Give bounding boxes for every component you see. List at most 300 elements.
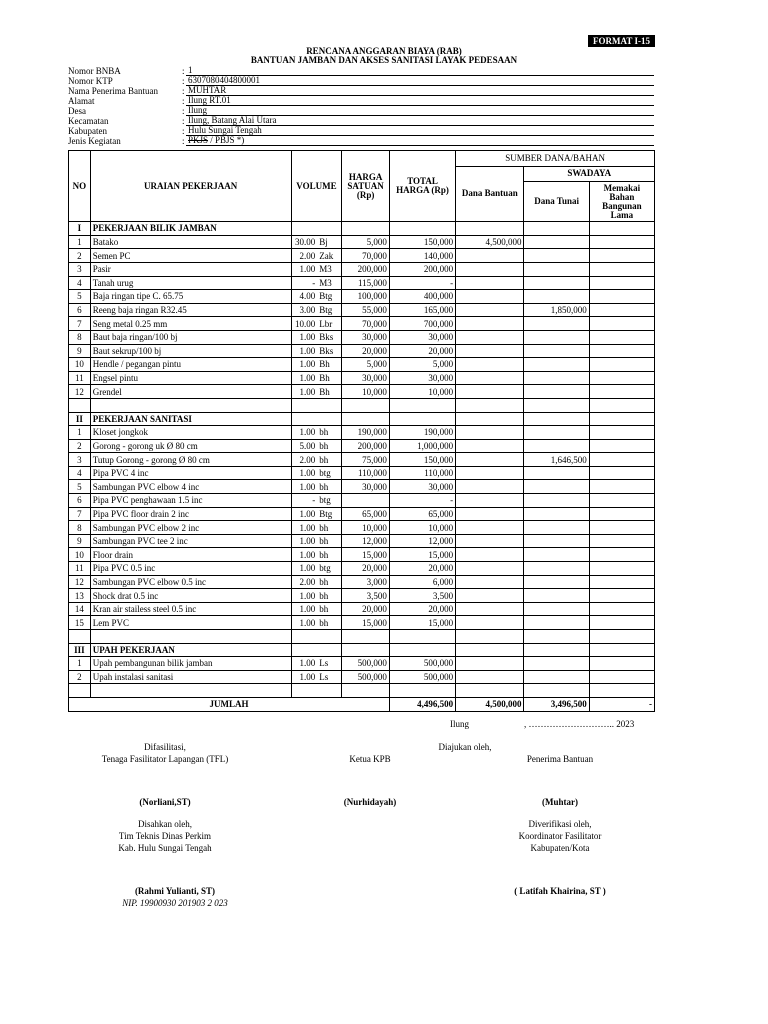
table-row bbox=[69, 235, 655, 249]
row-lama bbox=[589, 303, 654, 317]
row-lama bbox=[589, 575, 654, 589]
row-total: 190,000 bbox=[389, 426, 455, 440]
table-row bbox=[69, 589, 655, 603]
row-tunai bbox=[524, 358, 589, 372]
cell bbox=[389, 643, 455, 657]
table-row bbox=[69, 426, 655, 440]
row-price: 30,000 bbox=[342, 330, 390, 344]
row-lama bbox=[589, 426, 654, 440]
koordinator-label: Koordinator Fasilitator bbox=[518, 831, 602, 841]
cell bbox=[389, 630, 455, 644]
table-row bbox=[69, 344, 655, 358]
row-item: Kloset jongkok bbox=[90, 426, 291, 440]
row-lama bbox=[589, 276, 654, 290]
table-row bbox=[69, 575, 655, 589]
name-rahmi: (Rahmi Yulianti, ST) bbox=[134, 886, 216, 896]
row-price: 190,000 bbox=[342, 426, 390, 440]
row-no: 8 bbox=[69, 330, 91, 344]
row-no: 11 bbox=[69, 371, 91, 385]
row-bantuan bbox=[456, 575, 524, 589]
table-row-spacer bbox=[69, 398, 655, 412]
format-label: FORMAT I-15 bbox=[588, 35, 655, 47]
row-qty: 1.00 bbox=[299, 468, 316, 479]
header-memakai: Memakai Bahan Bangunan Lama bbox=[589, 182, 654, 222]
row-item: Gorong - gorong uk Ø 80 cm bbox=[90, 439, 291, 453]
row-no: 5 bbox=[69, 290, 91, 304]
info-colon: : bbox=[182, 96, 185, 106]
row-price: 65,000 bbox=[342, 507, 390, 521]
table-row bbox=[69, 657, 655, 671]
info-row bbox=[68, 76, 654, 86]
row-price: 15,000 bbox=[342, 616, 390, 630]
info-label: Alamat bbox=[68, 96, 95, 106]
row-price: 110,000 bbox=[342, 466, 390, 480]
cell bbox=[524, 630, 589, 644]
kabkota-label: Kabupaten/Kota bbox=[530, 843, 590, 853]
name-tfl: (Norliani,ST) bbox=[139, 797, 191, 807]
row-lama bbox=[589, 344, 654, 358]
row-unit: M3 bbox=[319, 277, 332, 288]
row-lama bbox=[589, 317, 654, 331]
row-total: 15,000 bbox=[389, 548, 455, 562]
row-item: Baut baja ringan/100 bj bbox=[90, 330, 291, 344]
row-no: 3 bbox=[69, 262, 91, 276]
row-bantuan bbox=[456, 276, 524, 290]
nip-rahmi: NIP. 19900930 201903 2 023 bbox=[122, 898, 228, 908]
row-total: 3,500 bbox=[389, 589, 455, 603]
row-tunai bbox=[524, 466, 589, 480]
cell bbox=[291, 222, 342, 236]
info-colon: : bbox=[182, 116, 185, 126]
row-bantuan bbox=[456, 521, 524, 535]
row-unit: Bks bbox=[319, 345, 334, 356]
row-total: - bbox=[389, 276, 455, 290]
place: Ilung bbox=[450, 719, 469, 729]
row-bantuan bbox=[456, 371, 524, 385]
row-no: 2 bbox=[69, 670, 91, 684]
kab-label: Kab. Hulu Sungai Tengah bbox=[118, 843, 212, 853]
row-price: 30,000 bbox=[342, 371, 390, 385]
row-qty: 5.00 bbox=[299, 440, 316, 451]
row-unit: bh bbox=[319, 522, 329, 533]
cell bbox=[291, 412, 342, 426]
info-value-rest: / PBJS *) bbox=[208, 135, 245, 145]
row-price: 30,000 bbox=[342, 480, 390, 494]
jumlah-label: JUMLAH bbox=[69, 697, 390, 711]
row-bantuan bbox=[456, 453, 524, 467]
row-tunai bbox=[524, 616, 589, 630]
row-unit: Lbr bbox=[319, 318, 333, 329]
cell bbox=[342, 643, 390, 657]
row-volume bbox=[291, 330, 342, 344]
row-item: Engsel pintu bbox=[90, 371, 291, 385]
table-row bbox=[69, 534, 655, 548]
row-total: 10,000 bbox=[389, 385, 455, 399]
cell bbox=[589, 222, 654, 236]
row-price: 500,000 bbox=[342, 670, 390, 684]
section-no: III bbox=[69, 643, 91, 657]
row-item: Sambungan PVC tee 2 inc bbox=[90, 534, 291, 548]
row-bantuan bbox=[456, 589, 524, 603]
info-colon: : bbox=[182, 76, 185, 86]
info-row bbox=[68, 96, 654, 106]
row-lama bbox=[589, 330, 654, 344]
section-title: PEKERJAAN BILIK JAMBAN bbox=[90, 222, 291, 236]
row-total: 30,000 bbox=[389, 371, 455, 385]
cell bbox=[90, 684, 291, 698]
row-no: 5 bbox=[69, 480, 91, 494]
row-lama bbox=[589, 290, 654, 304]
row-total: 20,000 bbox=[389, 602, 455, 616]
row-bantuan bbox=[456, 657, 524, 671]
row-lama bbox=[589, 602, 654, 616]
row-bantuan bbox=[456, 548, 524, 562]
row-price: 15,000 bbox=[342, 548, 390, 562]
row-volume bbox=[291, 371, 342, 385]
row-lama bbox=[589, 439, 654, 453]
name-penerima: (Muhtar) bbox=[542, 797, 578, 807]
row-total: - bbox=[389, 494, 455, 508]
header-total: TOTAL HARGA (Rp) bbox=[389, 151, 455, 222]
row-lama bbox=[589, 670, 654, 684]
row-unit: Btg bbox=[319, 508, 333, 519]
row-qty: 1.00 bbox=[299, 386, 316, 397]
row-volume bbox=[291, 290, 342, 304]
row-lama bbox=[589, 480, 654, 494]
row-item: Semen PC bbox=[90, 249, 291, 263]
info-label: Nama Penerima Bantuan bbox=[68, 86, 158, 96]
header-swadaya: SWADAYA bbox=[524, 166, 655, 182]
row-total: 20,000 bbox=[389, 562, 455, 576]
info-row bbox=[68, 66, 654, 76]
row-lama bbox=[589, 385, 654, 399]
section-no: II bbox=[69, 412, 91, 426]
row-no: 7 bbox=[69, 507, 91, 521]
row-unit: Bh bbox=[319, 373, 330, 384]
row-tunai bbox=[524, 548, 589, 562]
row-price: 20,000 bbox=[342, 344, 390, 358]
cell bbox=[456, 684, 524, 698]
table-row bbox=[69, 439, 655, 453]
cell bbox=[291, 643, 342, 657]
row-item: Hendle / pegangan pintu bbox=[90, 358, 291, 372]
cell bbox=[524, 684, 589, 698]
row-volume bbox=[291, 657, 342, 671]
difasilitasi-label: Difasilitasi, bbox=[144, 742, 186, 752]
section-header-row bbox=[69, 412, 655, 426]
row-tunai bbox=[524, 290, 589, 304]
row-no: 1 bbox=[69, 235, 91, 249]
cell bbox=[589, 643, 654, 657]
row-unit: bh bbox=[319, 590, 329, 601]
row-tunai bbox=[524, 602, 589, 616]
date: , ……………………….. 2023 bbox=[524, 719, 635, 729]
table-row bbox=[69, 371, 655, 385]
section-no: I bbox=[69, 222, 91, 236]
row-lama bbox=[589, 507, 654, 521]
cell bbox=[456, 398, 524, 412]
header-sumber: SUMBER DANA/BAHAN bbox=[456, 151, 655, 167]
row-bantuan bbox=[456, 616, 524, 630]
row-tunai bbox=[524, 249, 589, 263]
row-no: 6 bbox=[69, 494, 91, 508]
cell bbox=[291, 684, 342, 698]
row-bantuan: 4,500,000 bbox=[456, 235, 524, 249]
row-total: 140,000 bbox=[389, 249, 455, 263]
row-unit: bh bbox=[319, 481, 329, 492]
diajukan-label: Diajukan oleh, bbox=[438, 742, 492, 752]
row-volume bbox=[291, 303, 342, 317]
row-price: 55,000 bbox=[342, 303, 390, 317]
row-item: Reeng baja ringan R32.45 bbox=[90, 303, 291, 317]
cell bbox=[342, 398, 390, 412]
row-total: 400,000 bbox=[389, 290, 455, 304]
row-volume bbox=[291, 507, 342, 521]
row-total: 500,000 bbox=[389, 657, 455, 671]
info-value: Ilung bbox=[186, 106, 654, 116]
table-row bbox=[69, 521, 655, 535]
row-unit: Ls bbox=[319, 672, 329, 683]
row-no: 4 bbox=[69, 276, 91, 290]
row-qty: 1.00 bbox=[299, 427, 316, 438]
row-bantuan bbox=[456, 330, 524, 344]
row-tunai bbox=[524, 521, 589, 535]
row-unit: Btg bbox=[319, 291, 333, 302]
row-price: 20,000 bbox=[342, 562, 390, 576]
row-qty: 1.00 bbox=[299, 617, 316, 628]
row-volume bbox=[291, 276, 342, 290]
cell bbox=[389, 412, 455, 426]
recipient-info bbox=[68, 66, 654, 146]
table-row bbox=[69, 466, 655, 480]
row-item: Tutup Gorong - gorong Ø 80 cm bbox=[90, 453, 291, 467]
jumlah-lama: - bbox=[589, 697, 654, 711]
name-ketua: (Nurhidayah) bbox=[343, 797, 397, 807]
row-tunai bbox=[524, 344, 589, 358]
tim-label: Tim Teknis Dinas Perkim bbox=[118, 831, 212, 841]
row-bantuan bbox=[456, 494, 524, 508]
row-price: 100,000 bbox=[342, 290, 390, 304]
row-no: 6 bbox=[69, 303, 91, 317]
table-row bbox=[69, 317, 655, 331]
info-row bbox=[68, 116, 654, 126]
jumlah-bantuan: 4,500,000 bbox=[456, 697, 524, 711]
row-tunai bbox=[524, 262, 589, 276]
header-no: NO bbox=[69, 151, 91, 222]
row-tunai bbox=[524, 670, 589, 684]
table-row bbox=[69, 276, 655, 290]
cell bbox=[90, 398, 291, 412]
row-bantuan bbox=[456, 317, 524, 331]
row-price: 3,500 bbox=[342, 589, 390, 603]
row-total: 15,000 bbox=[389, 616, 455, 630]
row-qty: 1.00 bbox=[299, 563, 316, 574]
row-item: Kran air stailess steel 0.5 inc bbox=[90, 602, 291, 616]
row-no: 9 bbox=[69, 344, 91, 358]
row-qty: 1.00 bbox=[299, 522, 316, 533]
row-total: 30,000 bbox=[389, 480, 455, 494]
cell bbox=[589, 630, 654, 644]
row-volume bbox=[291, 602, 342, 616]
row-total: 1,000,000 bbox=[389, 439, 455, 453]
row-item: Tanah urug bbox=[90, 276, 291, 290]
row-qty: 1.00 bbox=[299, 658, 316, 669]
row-qty: 30.00 bbox=[295, 237, 316, 248]
table-row bbox=[69, 385, 655, 399]
row-volume bbox=[291, 589, 342, 603]
section-title: PEKERJAAN SANITASI bbox=[90, 412, 291, 426]
row-price: 200,000 bbox=[342, 262, 390, 276]
row-total: 165,000 bbox=[389, 303, 455, 317]
row-bantuan bbox=[456, 670, 524, 684]
row-bantuan bbox=[456, 602, 524, 616]
row-no: 7 bbox=[69, 317, 91, 331]
table-row-spacer bbox=[69, 630, 655, 644]
row-qty: 3.00 bbox=[299, 305, 316, 316]
row-price: 20,000 bbox=[342, 602, 390, 616]
row-total: 200,000 bbox=[389, 262, 455, 276]
row-tunai bbox=[524, 494, 589, 508]
row-unit: bh bbox=[319, 549, 329, 560]
row-bantuan bbox=[456, 344, 524, 358]
info-value: 6307080404800001 bbox=[186, 76, 654, 86]
row-tunai: 1,646,500 bbox=[524, 453, 589, 467]
name-latifah: ( Latifah Khairina, ST ) bbox=[514, 886, 606, 896]
row-unit: Btg bbox=[319, 305, 333, 316]
table-row bbox=[69, 602, 655, 616]
row-total: 20,000 bbox=[389, 344, 455, 358]
row-item: Sambungan PVC elbow 4 inc bbox=[90, 480, 291, 494]
penerima-label: Penerima Bantuan bbox=[526, 754, 594, 764]
rab-table bbox=[68, 150, 655, 712]
row-volume bbox=[291, 616, 342, 630]
header-dana-bantuan: Dana Bantuan bbox=[456, 166, 524, 222]
row-volume bbox=[291, 480, 342, 494]
cell bbox=[291, 398, 342, 412]
row-no: 10 bbox=[69, 358, 91, 372]
section-header-row bbox=[69, 222, 655, 236]
row-unit: Bh bbox=[319, 386, 330, 397]
row-qty: 1.00 bbox=[299, 359, 316, 370]
row-bantuan bbox=[456, 439, 524, 453]
row-item: Pipa PVC 4 inc bbox=[90, 466, 291, 480]
row-lama bbox=[589, 453, 654, 467]
row-price: 70,000 bbox=[342, 249, 390, 263]
row-total: 12,000 bbox=[389, 534, 455, 548]
cell bbox=[342, 630, 390, 644]
row-unit: Ls bbox=[319, 658, 329, 669]
cell bbox=[589, 684, 654, 698]
row-total: 10,000 bbox=[389, 521, 455, 535]
row-volume bbox=[291, 235, 342, 249]
row-lama bbox=[589, 235, 654, 249]
row-total: 30,000 bbox=[389, 330, 455, 344]
row-item: Pipa PVC floor drain 2 inc bbox=[90, 507, 291, 521]
row-unit: btg bbox=[319, 468, 331, 479]
row-bantuan bbox=[456, 562, 524, 576]
row-tunai: 1,850,000 bbox=[524, 303, 589, 317]
row-item: Upah instalasi sanitasi bbox=[90, 670, 291, 684]
row-unit: bh bbox=[319, 604, 329, 615]
row-price: 10,000 bbox=[342, 385, 390, 399]
info-label: Jenis Kegiatan bbox=[68, 136, 121, 146]
row-total: 150,000 bbox=[389, 453, 455, 467]
row-qty: 4.00 bbox=[299, 291, 316, 302]
table-row bbox=[69, 262, 655, 276]
row-bantuan bbox=[456, 262, 524, 276]
jumlah-total: 4,496,500 bbox=[389, 697, 455, 711]
row-volume bbox=[291, 453, 342, 467]
row-volume bbox=[291, 548, 342, 562]
info-label: Kabupaten bbox=[68, 126, 107, 136]
cell bbox=[589, 412, 654, 426]
row-lama bbox=[589, 562, 654, 576]
row-no: 15 bbox=[69, 616, 91, 630]
row-item: Pasir bbox=[90, 262, 291, 276]
row-price: 200,000 bbox=[342, 439, 390, 453]
cell bbox=[389, 222, 455, 236]
table-row bbox=[69, 330, 655, 344]
row-no: 2 bbox=[69, 439, 91, 453]
row-no: 9 bbox=[69, 534, 91, 548]
info-value-struck: PKJS bbox=[188, 135, 209, 145]
info-value: 1 bbox=[186, 66, 654, 76]
row-total: 5,000 bbox=[389, 358, 455, 372]
cell bbox=[524, 398, 589, 412]
row-volume bbox=[291, 521, 342, 535]
row-tunai bbox=[524, 507, 589, 521]
row-no: 13 bbox=[69, 589, 91, 603]
row-item: Shock drat 0.5 inc bbox=[90, 589, 291, 603]
row-bantuan bbox=[456, 426, 524, 440]
row-lama bbox=[589, 616, 654, 630]
table-row bbox=[69, 290, 655, 304]
cell bbox=[342, 684, 390, 698]
row-volume bbox=[291, 670, 342, 684]
row-volume bbox=[291, 262, 342, 276]
row-unit: Zak bbox=[319, 250, 334, 261]
row-bantuan bbox=[456, 480, 524, 494]
diverifikasi-label: Diverifikasi oleh, bbox=[528, 819, 592, 829]
row-volume bbox=[291, 385, 342, 399]
row-tunai bbox=[524, 276, 589, 290]
row-qty: 10.00 bbox=[295, 318, 316, 329]
info-value bbox=[186, 136, 654, 146]
table-row bbox=[69, 670, 655, 684]
info-colon: : bbox=[182, 136, 185, 146]
row-tunai bbox=[524, 317, 589, 331]
row-total: 150,000 bbox=[389, 235, 455, 249]
jumlah-tunai: 3,496,500 bbox=[524, 697, 589, 711]
info-value: Ilung, Batang Alai Utara bbox=[186, 116, 654, 126]
header-dana-tunai: Dana Tunai bbox=[524, 182, 589, 222]
cell bbox=[291, 630, 342, 644]
header-volume: VOLUME bbox=[291, 151, 342, 222]
info-row bbox=[68, 86, 654, 96]
cell bbox=[456, 630, 524, 644]
section-header-row bbox=[69, 643, 655, 657]
row-no: 8 bbox=[69, 521, 91, 535]
info-label: Desa bbox=[68, 106, 86, 116]
row-total: 500,000 bbox=[389, 670, 455, 684]
row-total: 65,000 bbox=[389, 507, 455, 521]
row-qty: 1.00 bbox=[299, 264, 316, 275]
cell bbox=[389, 684, 455, 698]
row-tunai bbox=[524, 575, 589, 589]
cell bbox=[69, 684, 91, 698]
row-lama bbox=[589, 494, 654, 508]
jumlah-row bbox=[69, 697, 655, 711]
